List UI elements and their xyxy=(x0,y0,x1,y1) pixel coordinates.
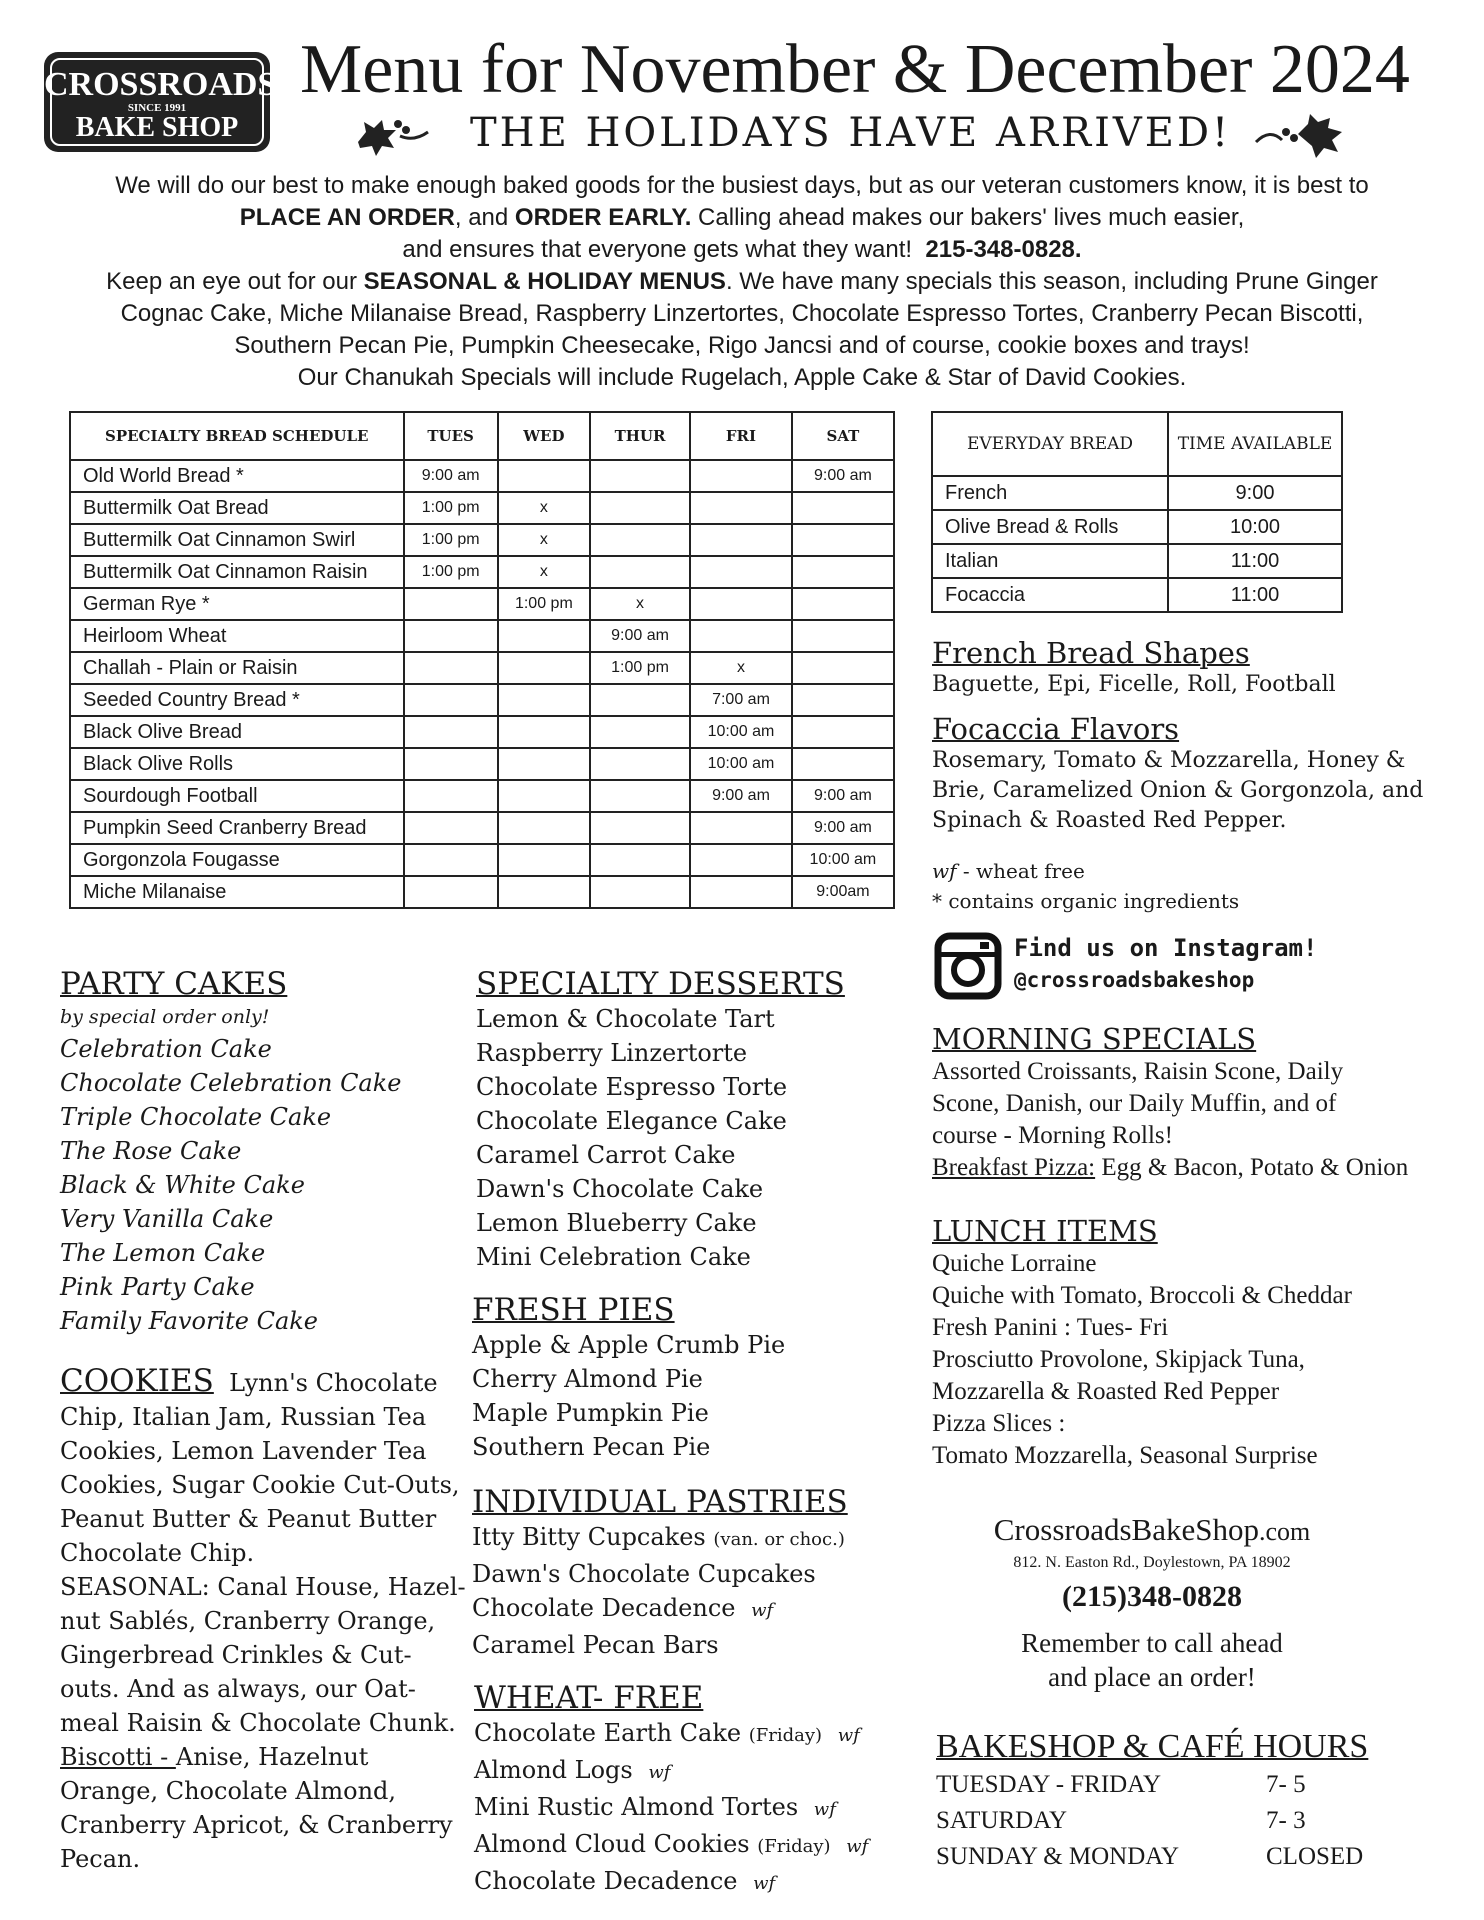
intro-line: Southern Pecan Pie, Pumpkin Cheesecake, Rigo Jancsi and of course, cookie boxes and trays! xyxy=(234,332,1250,359)
bread-time xyxy=(404,652,498,684)
section-heading: MORNING SPECIALS xyxy=(932,1022,1257,1056)
cookie-line: Cookies, Lemon Lavender Tea xyxy=(60,1437,427,1465)
hours-time: 7- 3 xyxy=(1266,1807,1306,1834)
bread-name: Focaccia xyxy=(932,578,1168,612)
hours-day: TUESDAY - FRIDAY xyxy=(936,1771,1162,1798)
section-heading: COOKIES xyxy=(60,1363,214,1399)
hours-row xyxy=(936,1768,1363,1804)
morning-specials xyxy=(932,1022,1408,1184)
bread-time xyxy=(590,748,690,780)
table-row xyxy=(70,556,894,588)
list-item: Raspberry Linzertorte xyxy=(476,1039,748,1067)
bread-time xyxy=(590,876,690,908)
bread-time: 11:00 xyxy=(1168,578,1342,612)
bread-name: Gorgonzola Fougasse xyxy=(70,844,404,876)
list-item: Very Vanilla Cake xyxy=(60,1205,274,1233)
cookie-line: Cranberry Apricot, & Cranberry xyxy=(60,1811,453,1839)
bread-time xyxy=(404,588,498,620)
table-row xyxy=(70,684,894,716)
bread-time xyxy=(590,844,690,876)
list-item: Family Favorite Cake xyxy=(60,1307,319,1335)
bread-time xyxy=(498,780,590,812)
wheat-free xyxy=(474,1680,868,1901)
wheat-free-mark: wf xyxy=(753,1873,776,1894)
table-row xyxy=(70,780,894,812)
instagram-icon[interactable] xyxy=(934,932,1002,1000)
bread-time: 9:00 am xyxy=(404,460,498,492)
column-header: WED xyxy=(498,412,590,460)
logo-line3: BAKE SHOP xyxy=(75,112,239,143)
list-item: Caramel Carrot Cake xyxy=(476,1141,736,1169)
table-row xyxy=(70,620,894,652)
table-header-row xyxy=(70,412,894,460)
intro-line: Cognac Cake, Miche Milanaise Bread, Raspberry Linzertortes, Chocolate Espresso Tortes, Cranberry Pecan Biscotti, xyxy=(120,300,1364,327)
section-text: Scone, Danish, our Daily Muffin, and of xyxy=(932,1090,1337,1117)
cookie-line: outs. And as always, our Oat- xyxy=(60,1675,416,1703)
bread-name: Pumpkin Seed Cranberry Bread xyxy=(70,812,404,844)
cookie-line: Peanut Butter & Peanut Butter xyxy=(60,1505,437,1533)
bread-time xyxy=(690,812,792,844)
specialty-bread-table xyxy=(69,411,895,909)
bread-time xyxy=(590,780,690,812)
bread-name: Buttermilk Oat Bread xyxy=(70,492,404,524)
section-text: Assorted Croissants, Raisin Scone, Daily xyxy=(932,1058,1344,1085)
wheat-free-mark: wf xyxy=(751,1600,774,1621)
section-heading: Focaccia Flavors xyxy=(932,712,1180,746)
bread-time xyxy=(404,684,498,716)
bread-name: Buttermilk Oat Cinnamon Raisin xyxy=(70,556,404,588)
list-item: Apple & Apple Crumb Pie xyxy=(472,1331,786,1359)
bread-time xyxy=(590,716,690,748)
list-item: Chocolate Decadence wf xyxy=(474,1867,776,1895)
bread-time xyxy=(590,556,690,588)
hours-time: 7- 5 xyxy=(1266,1771,1306,1798)
wheat-free-mark: wf xyxy=(648,1762,671,1783)
bread-time xyxy=(792,684,894,716)
party-cakes xyxy=(60,966,401,1338)
specialty-desserts xyxy=(476,966,845,1274)
list-item: Chocolate Earth Cake (Friday) wf xyxy=(474,1719,860,1747)
section-text: Brie, Caramelized Onion & Gorgonzola, and xyxy=(932,778,1424,803)
cookie-line: Chocolate Chip. xyxy=(60,1539,255,1567)
bread-time xyxy=(498,460,590,492)
cookie-line: Pecan. xyxy=(60,1845,141,1873)
bread-time xyxy=(690,492,792,524)
hours-row xyxy=(936,1804,1363,1840)
bread-time xyxy=(792,620,894,652)
legend-wf: wf - wheat free xyxy=(932,859,1085,883)
bread-time xyxy=(690,876,792,908)
wheat-free-mark: wf xyxy=(813,1799,836,1820)
list-item: Triple Chocolate Cake xyxy=(60,1103,332,1131)
bread-time xyxy=(404,748,498,780)
bread-time xyxy=(690,556,792,588)
logo-line1: CROSSROADS xyxy=(44,66,277,103)
bread-time: 1:00 pm xyxy=(404,556,498,588)
table-row xyxy=(70,876,894,908)
website-link[interactable]: CrossroadsBakeShop.com xyxy=(993,1512,1311,1547)
bread-time xyxy=(690,524,792,556)
bread-time xyxy=(690,460,792,492)
bread-time xyxy=(792,748,894,780)
intro-phone: 215-348-0828. xyxy=(925,236,1082,263)
section-heading: PARTY CAKES xyxy=(60,966,288,1002)
lunch-line: Tomato Mozzarella, Seasonal Surprise xyxy=(932,1442,1318,1469)
table-row xyxy=(70,492,894,524)
everyday-bread-table xyxy=(931,411,1343,613)
list-item: Southern Pecan Pie xyxy=(472,1433,711,1461)
bread-time: 10:00 am xyxy=(690,716,792,748)
section-heading: INDIVIDUAL PASTRIES xyxy=(472,1484,848,1520)
bread-time xyxy=(792,524,894,556)
list-item: Caramel Pecan Bars xyxy=(472,1631,719,1659)
intro-line: and ensures that everyone gets what they want! 215-348-0828. xyxy=(402,236,1082,263)
table-row xyxy=(70,716,894,748)
section-text: Baguette, Epi, Ficelle, Roll, Football xyxy=(932,672,1336,697)
reminder: Remember to call ahead xyxy=(1021,1628,1283,1658)
page-title: Menu for November & December 2024 xyxy=(300,31,1410,108)
cookie-line: Chip, Italian Jam, Russian Tea xyxy=(60,1403,427,1431)
list-item: Dawn's Chocolate Cake xyxy=(476,1175,764,1203)
individual-pastries xyxy=(472,1484,848,1662)
table-row xyxy=(932,578,1342,612)
address: 812. N. Easton Rd., Doylestown, PA 18902 xyxy=(1013,1554,1291,1571)
bread-time: 10:00 am xyxy=(792,844,894,876)
contact xyxy=(932,1510,1372,1694)
bread-time xyxy=(792,652,894,684)
bread-time xyxy=(498,684,590,716)
fresh-pies xyxy=(472,1292,785,1464)
bread-name: Seeded Country Bread * xyxy=(70,684,404,716)
bread-time: 10:00 am xyxy=(690,748,792,780)
bread-time: 9:00 am xyxy=(792,780,894,812)
bread-time xyxy=(590,524,690,556)
bread-time xyxy=(404,844,498,876)
holly-icon xyxy=(352,112,432,164)
section-heading: WHEAT- FREE xyxy=(474,1680,704,1716)
party-cakes-note: by special order only! xyxy=(60,1006,270,1028)
instagram-link[interactable] xyxy=(1014,932,1317,996)
cookie-line: Orange, Chocolate Almond, xyxy=(60,1777,397,1805)
bread-time: 9:00 am xyxy=(792,812,894,844)
intro-line: We will do our best to make enough baked goods for the busiest days, but as our veteran customers know, it is best to xyxy=(115,172,1369,199)
page-subtitle: THE HOLIDAYS HAVE ARRIVED! xyxy=(470,110,1232,156)
instagram-line1: Find us on Instagram! xyxy=(1014,934,1318,962)
bread-time xyxy=(792,492,894,524)
bread-time: x xyxy=(498,556,590,588)
bread-time: 9:00 am xyxy=(690,780,792,812)
hours-row xyxy=(936,1840,1363,1876)
list-item: Chocolate Espresso Torte xyxy=(476,1073,788,1101)
bread-time: 7:00 am xyxy=(690,684,792,716)
table-row xyxy=(70,748,894,780)
bread-time xyxy=(792,556,894,588)
bread-time xyxy=(404,780,498,812)
bread-time xyxy=(404,716,498,748)
legend-organic: * contains organic ingredients xyxy=(932,889,1240,913)
cookie-line: SEASONAL: Canal House, Hazel- xyxy=(60,1573,466,1601)
bread-name: French xyxy=(932,476,1168,510)
section-text: Rosemary, Tomato & Mozzarella, Honey & xyxy=(932,748,1406,773)
lunch-line: Mozzarella & Roasted Red Pepper xyxy=(932,1378,1280,1405)
bread-time: 1:00 pm xyxy=(590,652,690,684)
hours-time: CLOSED xyxy=(1266,1843,1364,1870)
column-header: THUR xyxy=(590,412,690,460)
list-item: Chocolate Elegance Cake xyxy=(476,1107,787,1135)
intro-line: PLACE AN ORDER, and ORDER EARLY. Calling ahead makes our bakers' lives much easier, xyxy=(239,204,1245,231)
bread-time xyxy=(404,812,498,844)
cookie-line: Gingerbread Crinkles & Cut- xyxy=(60,1641,412,1669)
column-header: SPECIALTY BREAD SCHEDULE xyxy=(70,412,404,460)
bread-name: Sourdough Football xyxy=(70,780,404,812)
logo-line2: SINCE 1991 xyxy=(127,102,187,114)
bread-time: 11:00 xyxy=(1168,544,1342,578)
bread-time xyxy=(792,588,894,620)
bread-name: Black Olive Rolls xyxy=(70,748,404,780)
bread-name: Heirloom Wheat xyxy=(70,620,404,652)
table-row xyxy=(70,588,894,620)
column-header: FRI xyxy=(690,412,792,460)
lunch-line: Fresh Panini : Tues- Fri xyxy=(932,1314,1169,1341)
bread-time: 9:00 am xyxy=(590,620,690,652)
cookie-line: nut Sablés, Cranberry Orange, xyxy=(60,1607,436,1635)
lunch-line: Quiche with Tomato, Broccoli & Cheddar xyxy=(932,1282,1352,1309)
list-item: Almond Logs wf xyxy=(474,1756,671,1784)
lunch-items xyxy=(932,1214,1352,1472)
intro-line: Our Chanukah Specials will include Rugelach, Apple Cake & Star of David Cookies. xyxy=(297,364,1187,391)
bread-name: Italian xyxy=(932,544,1168,578)
instagram-handle: @crossroadsbakeshop xyxy=(1014,968,1255,992)
section-text: course - Morning Rolls! xyxy=(932,1122,1173,1149)
bread-time xyxy=(590,492,690,524)
table-row xyxy=(70,460,894,492)
section-text: Spinach & Roasted Red Pepper. xyxy=(932,808,1287,833)
intro-line: Keep an eye out for our SEASONAL & HOLIDAY MENUS. We have many specials this season, including Prune Ginger xyxy=(106,268,1378,295)
bread-time xyxy=(690,588,792,620)
list-item: Chocolate Decadence wf xyxy=(472,1594,774,1622)
bread-time: 1:00 pm xyxy=(404,492,498,524)
reminder: and place an order! xyxy=(1048,1662,1256,1692)
list-item: Cherry Almond Pie xyxy=(472,1365,703,1393)
bread-name: Miche Milanaise xyxy=(70,876,404,908)
hours-day: SUNDAY & MONDAY xyxy=(936,1843,1180,1870)
bread-time: 9:00am xyxy=(792,876,894,908)
column-header: SAT xyxy=(792,412,894,460)
lunch-line: Quiche Lorraine xyxy=(932,1250,1097,1277)
list-item: Pink Party Cake xyxy=(60,1273,255,1301)
breakfast-pizza: Breakfast Pizza: Egg & Bacon, Potato & Onion xyxy=(932,1154,1409,1181)
bread-time xyxy=(690,620,792,652)
column-header: TIME AVAILABLE xyxy=(1168,412,1342,476)
cookie-line: meal Raisin & Chocolate Chunk. xyxy=(60,1709,456,1737)
legend xyxy=(932,856,1239,916)
list-item: Celebration Cake xyxy=(60,1035,272,1063)
table-row xyxy=(70,844,894,876)
bread-name: Olive Bread & Rolls xyxy=(932,510,1168,544)
bread-time xyxy=(498,620,590,652)
bread-name: Old World Bread * xyxy=(70,460,404,492)
list-item: Itty Bitty Cupcakes (van. or choc.) xyxy=(472,1523,845,1551)
hours-day: SATURDAY xyxy=(936,1807,1068,1834)
intro-text xyxy=(40,170,1444,394)
table-row xyxy=(932,510,1342,544)
biscotti-line: Biscotti - Anise, Hazelnut xyxy=(60,1743,369,1771)
bread-time: x xyxy=(590,588,690,620)
bread-time: 1:00 pm xyxy=(404,524,498,556)
list-item: Dawn's Chocolate Cupcakes xyxy=(472,1560,816,1588)
bread-time xyxy=(590,684,690,716)
bread-time xyxy=(792,716,894,748)
section-heading: LUNCH ITEMS xyxy=(932,1214,1158,1248)
list-item: Lemon & Chocolate Tart xyxy=(476,1005,775,1033)
table-row xyxy=(70,812,894,844)
table-row xyxy=(932,476,1342,510)
list-item: Black & White Cake xyxy=(60,1171,305,1199)
list-item: The Lemon Cake xyxy=(60,1239,266,1267)
list-item: Mini Celebration Cake xyxy=(476,1243,751,1271)
column-header: EVERYDAY BREAD xyxy=(932,412,1168,476)
lunch-line: Prosciutto Provolone, Skipjack Tuna, xyxy=(932,1346,1305,1373)
bread-time xyxy=(498,876,590,908)
bread-name: German Rye * xyxy=(70,588,404,620)
wheat-free-mark: wf xyxy=(846,1836,869,1857)
bread-time xyxy=(590,460,690,492)
cookies-first-line: COOKIES Lynn's Chocolate xyxy=(60,1363,438,1399)
table-header-row xyxy=(932,412,1342,476)
column-header: TUES xyxy=(404,412,498,460)
bread-name: Buttermilk Oat Cinnamon Swirl xyxy=(70,524,404,556)
list-item: Maple Pumpkin Pie xyxy=(472,1399,709,1427)
hours xyxy=(936,1726,1368,1876)
cookie-line: Cookies, Sugar Cookie Cut-Outs, xyxy=(60,1471,460,1499)
bread-time: 9:00 am xyxy=(792,460,894,492)
bread-time: 10:00 xyxy=(1168,510,1342,544)
list-item: Chocolate Celebration Cake xyxy=(60,1069,402,1097)
section-heading: FRESH PIES xyxy=(472,1292,675,1328)
holly-icon xyxy=(1252,112,1348,164)
table-row xyxy=(70,652,894,684)
bread-time: x xyxy=(690,652,792,684)
bread-time: 1:00 pm xyxy=(498,588,590,620)
section-heading: SPECIALTY DESSERTS xyxy=(476,966,845,1002)
french-bread-shapes xyxy=(932,636,1336,700)
bread-time xyxy=(404,620,498,652)
bread-time xyxy=(404,876,498,908)
list-item: Lemon Blueberry Cake xyxy=(476,1209,757,1237)
bread-name: Black Olive Bread xyxy=(70,716,404,748)
bread-time xyxy=(690,844,792,876)
bread-time xyxy=(498,652,590,684)
wheat-free-mark: wf xyxy=(837,1725,860,1746)
bread-time xyxy=(498,748,590,780)
bread-time: x xyxy=(498,524,590,556)
bread-name: Challah - Plain or Raisin xyxy=(70,652,404,684)
bread-time xyxy=(590,812,690,844)
bread-time: x xyxy=(498,492,590,524)
focaccia-flavors xyxy=(932,712,1423,836)
section-heading: BAKESHOP & CAFÉ HOURS xyxy=(936,1728,1369,1765)
logo xyxy=(44,52,277,152)
bread-time: 9:00 xyxy=(1168,476,1342,510)
bread-time xyxy=(498,812,590,844)
bread-time xyxy=(498,716,590,748)
table-row xyxy=(932,544,1342,578)
hours-table xyxy=(936,1768,1363,1876)
bread-time xyxy=(498,844,590,876)
list-item: Mini Rustic Almond Tortes wf xyxy=(474,1793,836,1821)
lunch-line: Pizza Slices : xyxy=(932,1410,1066,1437)
table-row xyxy=(70,524,894,556)
cookies xyxy=(60,1364,466,1876)
list-item: Almond Cloud Cookies (Friday) wf xyxy=(474,1830,869,1858)
list-item: The Rose Cake xyxy=(60,1137,242,1165)
phone-number[interactable]: (215)348-0828 xyxy=(1062,1580,1242,1613)
section-heading: French Bread Shapes xyxy=(932,636,1250,670)
